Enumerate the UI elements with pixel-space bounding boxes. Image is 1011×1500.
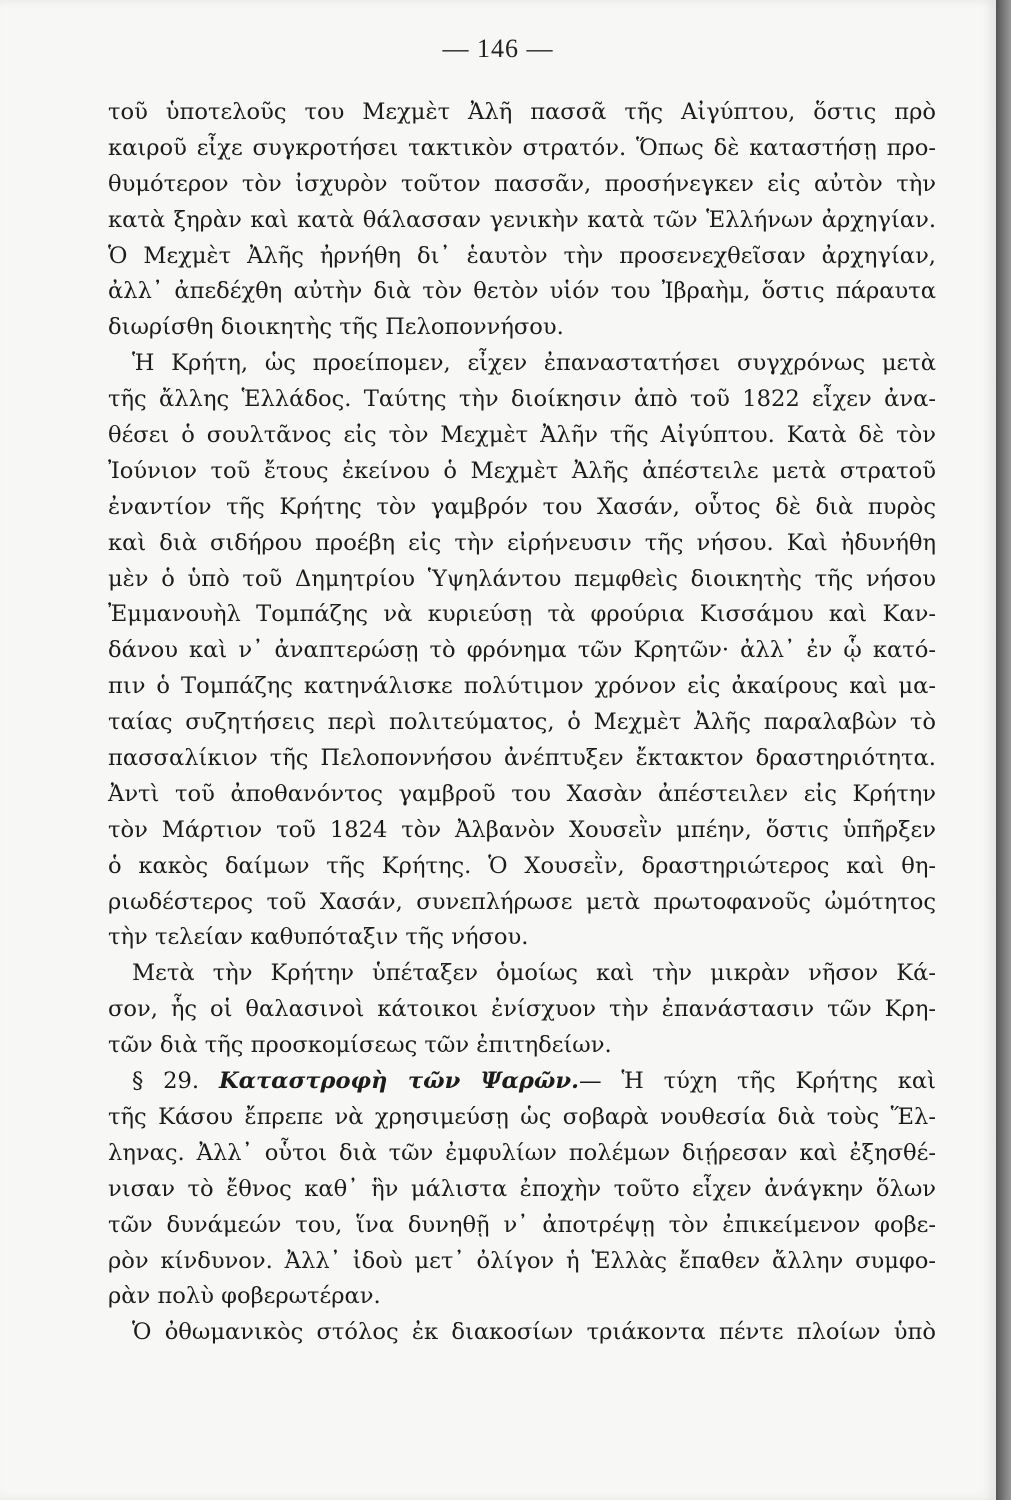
text-line: ἐναντίον τῆς Κρήτης τὸν γαμβρόν του Χασάν, οὗτος δὲ διὰ πυρὸς [108, 493, 936, 520]
text-line: τῶν δυνάμεών του, ἵνα δυνηθῇ ν᾽ ἀποτρέψῃ τὸν ἐπικείμενον φοβε- [108, 1211, 936, 1238]
text-line: Μετὰ τὴν Κρήτην ὑπέταξεν ὁμοίως καὶ τὴν μικρὰν νῆσον Κά- [132, 960, 936, 987]
text-line: ταίας συζητήσεις περὶ πολιτεύματος, ὁ Μεχμὲτ Ἀλῆς παραλαβὼν τὸ [108, 709, 936, 736]
text-line: θέσει ὁ σουλτᾶνος εἰς τὸν Μεχμὲτ Ἀλῆν τῆς Αἰγύπτου. Κατὰ δὲ τὸν [108, 422, 936, 449]
text-line: μὲν ὁ ὑπὸ τοῦ Δημητρίου Ὑψηλάντου πεμφθεὶς διοικητὴς τῆς νήσου [108, 565, 936, 592]
text-line: ριωδέστερος τοῦ Χασάν, συνεπλήρωσε μετὰ πρωτοφανοῦς ὠμότητος [108, 888, 936, 915]
text-line: δάνου καὶ ν᾽ ἀναπτερώσῃ τὸ φρόνημα τῶν Κρητῶν· ἀλλ᾽ ἐν ᾧ κατό- [108, 637, 936, 664]
page-body-text [108, 95, 936, 1351]
text-line: σον, ἧς οἱ θαλασινοὶ κάτοικοι ἐνίσχυον τὴν ἐπανάστασιν τῶν Κρη- [108, 996, 936, 1023]
text-line: διωρίσθη διοικητὴς τῆς Πελοποννήσου. [108, 314, 564, 341]
section-line-rest: — Ἡ τύχη τῆς Κρήτης καὶ [578, 1068, 936, 1095]
text-line: τοῦ ὑποτελοῦς του Μεχμὲτ Ἀλῆ πασσᾶ τῆς Αἰγύπτου, ὅστις πρὸ [108, 99, 936, 125]
text-line: ληνας. Ἀλλ᾽ οὗτοι διὰ τῶν ἐμφυλίων πολέμων διῄρεσαν καὶ ἐξησθέ- [108, 1139, 936, 1166]
text-line: Ἀντὶ τοῦ ἀποθανόντος γαμβροῦ του Χασὰν ἀπέστειλεν εἰς Κρήτην [108, 780, 936, 807]
text-line: ἀλλ᾽ ἀπεδέχθη αὐτὴν διὰ τὸν θετὸν υἱόν του Ἰβραὴμ, ὅστις πάραυτα [108, 278, 936, 305]
text-line: πασσαλίκιον τῆς Πελοποννήσου ἀνέπτυξεν ἔκτακτον δραστηριότητα. [108, 745, 936, 772]
text-line: τῆς Κάσου ἔπρεπε νὰ χρησιμεύσῃ ὡς σοβαρὰ νουθεσία διὰ τοὺς Ἕλ- [108, 1103, 936, 1130]
text-line: Ἰούνιον τοῦ ἔτους ἐκείνου ὁ Μεχμὲτ Ἀλῆς ἀπέστειλε μετὰ στρατοῦ [108, 457, 936, 484]
text-line: Ἡ Κρήτη, ὡς προείπομεν, εἶχεν ἐπαναστατήσει συγχρόνως μετὰ [132, 350, 936, 377]
text-line: καὶ διὰ σιδήρου προέβη εἰς τὴν εἰρήνευσιν τῆς νήσου. Καὶ ἠδυνήθη [108, 529, 936, 556]
text-line: τῆς ἄλλης Ἑλλάδος. Ταύτης τὴν διοίκησιν ἀπὸ τοῦ 1822 εἶχεν ἀνα- [108, 386, 936, 413]
text-line: Ὁ Μεχμὲτ Ἀλῆς ἠρνήθη δι᾽ ἑαυτὸν τὴν προσενεχθεῖσαν ἀρχηγίαν, [108, 242, 936, 269]
text-line: θυμότερον τὸν ἰσχυρὸν τοῦτον πασσᾶν, προσήνεγκεν εἰς αὐτὸν τὴν [108, 170, 936, 197]
text-line: Ὁ ὀθωμανικὸς στόλος ἐκ διακοσίων τριάκοντα πέντε πλοίων ὑπὸ [132, 1319, 936, 1346]
text-line: τὸν Μάρτιον τοῦ 1824 τὸν Ἀλβανὸν Χουσεῒν μπέην, ὅστις ὑπῆρξεν [108, 816, 936, 843]
text-line: νισαν τὸ ἔθνος καθ᾽ ἣν μάλιστα ἐποχὴν τοῦτο εἶχεν ἀνάγκην ὅλων [108, 1175, 936, 1202]
text-line: κατὰ ξηρὰν καὶ κατὰ θάλασσαν γενικὴν κατὰ τῶν Ἑλλήνων ἀρχηγίαν. [108, 206, 936, 233]
page-number: — 146 — [442, 34, 554, 63]
text-line: τῶν διὰ τῆς προσκομίσεως τῶν ἐπιτηδείων. [108, 1032, 612, 1059]
text-line: Ἐμμανουὴλ Τομπάζης νὰ κυριεύσῃ τὰ φρούρια Κισσάμου καὶ Καν- [108, 601, 936, 628]
text-line: τὴν τελείαν καθυπόταξιν τῆς νήσου. [108, 924, 529, 951]
text-line: καιροῦ εἶχε συγκροτήσει τακτικὸν στρατόν. Ὅπως δὲ καταστήσῃ προ- [108, 134, 936, 161]
text-line: ρὸν κίνδυνον. Ἀλλ᾽ ἰδοὺ μετ᾽ ὀλίγον ἡ Ἑλλὰς ἔπαθεν ἄλλην συμφο- [108, 1247, 936, 1274]
text-line: ρὰν πολὺ φοβερωτέραν. [108, 1283, 381, 1310]
page-edge-shadow [996, 0, 1011, 1500]
section-heading-line [108, 1064, 936, 1100]
section-number: § 29. [132, 1068, 200, 1095]
text-line: πιν ὁ Τομπάζης κατηνάλισκε πολύτιμον χρόνον εἰς ἀκαίρους καὶ μα- [108, 673, 936, 700]
section-title: Καταστροφὴ τῶν Ψαρῶν. [218, 1068, 579, 1095]
text-line: ὁ κακὸς δαίμων τῆς Κρήτης. Ὁ Χουσεῒν, δραστηριώτερος καὶ θη- [108, 852, 936, 879]
